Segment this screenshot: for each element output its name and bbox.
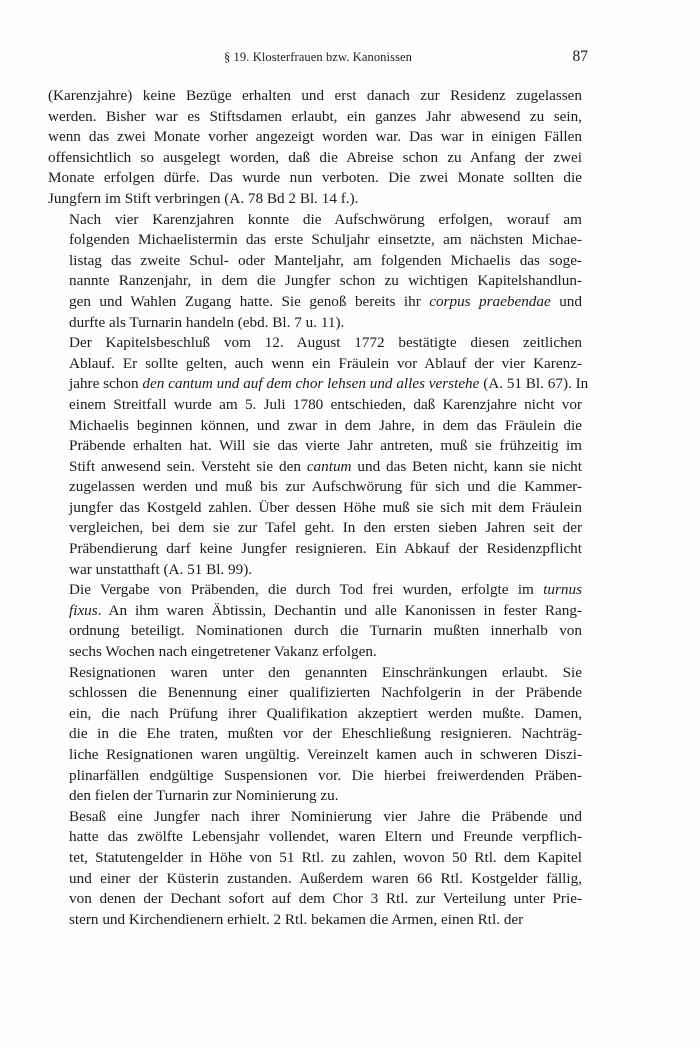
text-line: nannte Ranzenjahr, in dem die Jungfer schon zu wichtigen Kapitelshandlun-	[69, 272, 582, 290]
text-line: Besaß eine Jungfer nach ihrer Nominierung vier Jahre die Präbende und	[69, 807, 582, 825]
text-line: jungfer das Kostgeld zahlen. Über dessen Höhe muß sie sich mit dem Fräulein	[69, 498, 582, 516]
text-line: durfte als Turnarin handeln (ebd. Bl. 7 u. 11).	[69, 313, 345, 331]
text-line: zugelassen werden und muß bis zur Aufschwörung für sich und die Kammer-	[69, 478, 582, 496]
text-line: jahre schon den cantum und auf dem chor lehsen und alles verstehe (A. 51 Bl. 67). In	[69, 375, 589, 393]
text-line: stern und Kirchendienern erhielt. 2 Rtl. bekamen die Armen, einen Rtl. der	[69, 910, 524, 928]
paragraph	[48, 807, 582, 931]
paragraph	[48, 210, 582, 334]
text-line: den fielen der Turnarin zur Nominierung zu.	[69, 787, 339, 805]
text-line: liche Resignationen waren ungültig. Vereinzelt kamen auch in schweren Diszi-	[69, 746, 582, 763]
italic-phrase: corpus praebendae	[429, 292, 551, 310]
text-line: folgenden Michaelistermin das erste Schuljahr einsetzte, am nächsten Michae-	[69, 231, 582, 249]
italic-phrase: cantum	[306, 457, 352, 475]
text-line: die in die Ehe traten, mußten vor der Eheschließung resignieren. Nachträg-	[69, 725, 582, 743]
text-line: Die Vergabe von Präbenden, die durch Tod frei wurden, erfolgte im turnus	[69, 581, 582, 599]
text-line: Der Kapitelsbeschluß vom 12. August 1772 bestätigte diesen zeitlichen	[69, 334, 582, 352]
italic-phrase: turnus	[543, 581, 582, 599]
text-line: vergleichen, bei dem sie zur Tafel geht. In den ersten sieben Jahren seit der	[69, 519, 582, 537]
italic-phrase: den cantum und auf dem chor lehsen und alles verstehe	[142, 375, 480, 393]
text-line: Resignationen waren unter den genannten Einschränkungen erlaubt. Sie	[69, 663, 582, 681]
text-line: Stift anwesend sein. Versteht sie den cantum und das Beten nicht, kann sie nicht	[69, 457, 582, 475]
text-line: Michaelis beginnen können, und zwar in dem Jahre, in dem das Fräulein die	[69, 416, 582, 434]
text-line: war unstatthaft (A. 51 Bl. 99).	[69, 560, 253, 578]
italic-phrase: fixus	[69, 601, 98, 619]
text-line: sechs Wochen nach eingetretener Vakanz erfolgen.	[69, 643, 377, 661]
text-line: hatte das zwölfte Lebensjahr vollendet, waren Eltern und Freunde verpflich-	[69, 828, 582, 846]
text-line: Präbende erhalten hat. Will sie das vierte Jahr antreten, muß sie frühzeitig im	[69, 437, 582, 455]
text-line: Ablauf. Er sollte gelten, auch wenn ein Fräulein vor Ablauf der vier Karenz-	[69, 354, 582, 372]
text-line: gen und Wahlen Zugang hatte. Sie genoß bereits ihr corpus praebendae und	[69, 292, 582, 310]
text-line: tet, Statutengelder in Höhe von 51 Rtl. zu zahlen, wovon 50 Rtl. dem Kapitel	[69, 848, 582, 866]
page-number: 87	[572, 48, 588, 65]
paragraph	[48, 333, 589, 580]
paragraph	[48, 580, 582, 662]
text-line: von denen der Dechant sofort auf dem Chor 3 Rtl. zur Verteilung unter Prie-	[69, 890, 582, 908]
text-line: ein, die nach Prüfung ihrer Qualifikation akzeptiert werden mußte. Damen,	[69, 704, 582, 722]
text-line: Nach vier Karenzjahren konnte die Aufschwörung erfolgen, worauf am	[69, 210, 582, 228]
text-line: ordnung beteiligt. Nominationen durch die Turnarin mußten innerhalb von	[69, 622, 582, 640]
paragraph	[48, 86, 582, 210]
text-line: und einer der Küsterin zustanden. Außerdem waren 66 Rtl. Kostgelder fällig,	[69, 869, 582, 887]
running-head	[48, 48, 588, 72]
text-line: Präbendierung darf keine Jungfer resignieren. Ein Abkauf der Residenzpflicht	[69, 540, 582, 558]
text-line: plinarfällen endgültige Suspensionen vor. Die hierbei freiwerdenden Präben-	[69, 766, 582, 784]
text-line: wenn das zwei Monate vorher angezeigt worden war. Das war in einigen Fällen	[48, 128, 582, 146]
paragraph	[48, 663, 582, 807]
text-line: Monate erfolgen dürfe. Das wurde nun verboten. Die zwei Monate sollten die	[48, 169, 582, 187]
text-line: offensichtlich so ausgelegt worden, daß die Abreise schon zu Anfang der zwei	[48, 148, 582, 166]
text-line: listag das zweite Schul- oder Manteljahr, am folgenden Michaelis das soge-	[69, 251, 582, 269]
text-line: schlossen die Benennung einer qualifizierten Nachfolgerin in der Präbende	[69, 684, 582, 702]
text-line: (Karenzjahre) keine Bezüge erhalten und erst danach zur Residenz zugelassen	[48, 87, 582, 104]
body-text	[48, 86, 589, 930]
text-line: Jungfern im Stift verbringen (A. 78 Bd 2 Bl. 14 f.).	[48, 189, 359, 207]
running-title: § 19. Klosterfrauen bzw. Kanonissen	[223, 50, 413, 64]
text-line: einem Streitfall wurde am 5. Juli 1780 entschieden, daß Karenzjahre nicht vor	[69, 395, 582, 413]
text-line: werden. Bisher war es Stiftsdamen erlaubt, ein ganzes Jahr abwesend zu sein,	[48, 107, 582, 125]
text-line: fixus. An ihm waren Äbtissin, Dechantin und alle Kanonissen in fester Rang-	[69, 601, 582, 619]
